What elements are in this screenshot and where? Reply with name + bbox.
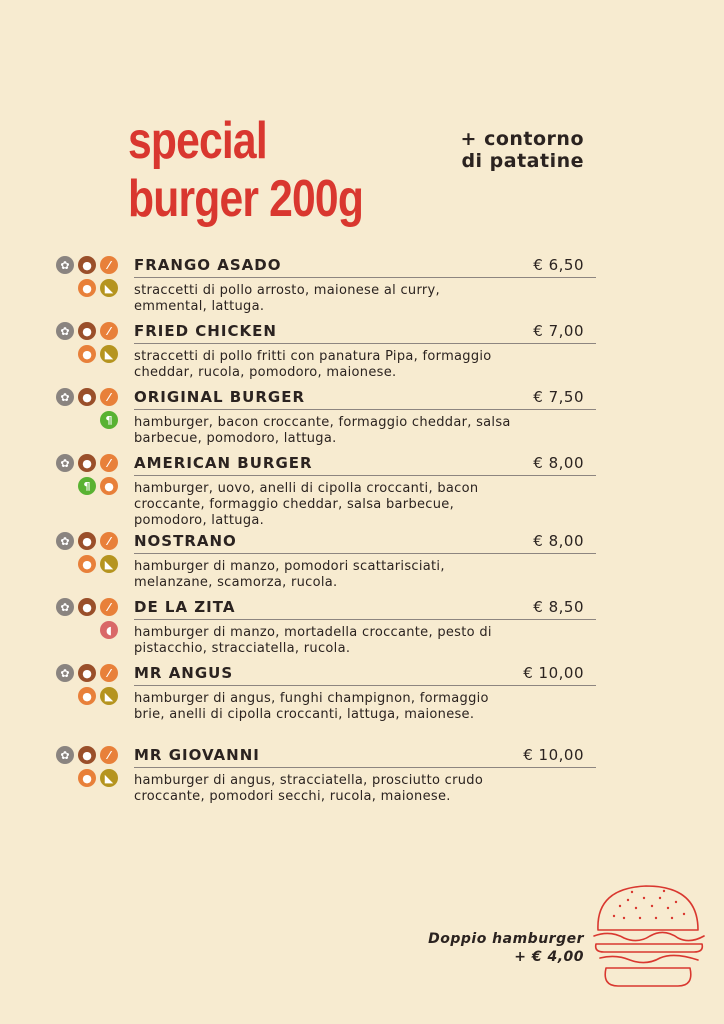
menu-item-content	[134, 530, 596, 591]
allergen-icon-row	[50, 746, 118, 769]
egg-allergen-icon: ●	[78, 769, 96, 787]
menu-item-description: hamburger di angus, stracciatella, prosciutto crudo croccante, pomodori secchi, rucola, maionese.	[134, 773, 484, 804]
double-note-line-1: Doppio hamburger	[428, 931, 584, 947]
grain-allergen-icon: ✿	[56, 664, 74, 682]
title-line-1: special	[128, 112, 267, 170]
allergen-icon-row	[50, 454, 118, 477]
allergen-icons	[50, 256, 118, 302]
menu-item-header	[134, 662, 596, 686]
milk-allergen-icon: ◣	[100, 687, 118, 705]
egg-allergen-icon: ●	[78, 687, 96, 705]
menu-item	[50, 662, 596, 744]
menu-item-price: € 7,50	[533, 388, 584, 406]
menu-item-header	[134, 744, 596, 768]
egg-allergen-icon: ●	[100, 477, 118, 495]
menu-item-price: € 8,00	[533, 454, 584, 472]
wheat-allergen-icon: ⁄	[100, 322, 118, 340]
menu-item-header	[134, 530, 596, 554]
allergen-icons	[50, 532, 118, 578]
allergen-icons	[50, 746, 118, 792]
menu-item	[50, 320, 596, 386]
menu-item	[50, 386, 596, 452]
menu-item-content	[134, 452, 596, 529]
menu-item-content	[134, 254, 596, 315]
grain-allergen-icon: ✿	[56, 388, 74, 406]
grain-allergen-icon: ✿	[56, 532, 74, 550]
menu-item-header	[134, 596, 596, 620]
allergen-icon-row	[50, 769, 118, 792]
wheat-allergen-icon: ⁄	[100, 664, 118, 682]
menu-item-price: € 10,00	[523, 664, 584, 682]
menu-item-name: AMERICAN BURGER	[134, 454, 313, 472]
meat-allergen-icon: ●	[78, 598, 96, 616]
title-line-2: burger 200g	[128, 170, 364, 228]
meat-allergen-icon: ●	[78, 256, 96, 274]
allergen-icon-row	[50, 598, 118, 621]
double-burger-note	[428, 930, 584, 966]
side-note-line-2: di patatine	[461, 150, 584, 172]
menu-item-description: hamburger, bacon croccante, formaggio cheddar, salsa barbecue, pomodoro, lattuga.	[134, 415, 511, 446]
wheat-allergen-icon: ⁄	[100, 388, 118, 406]
grain-allergen-icon: ✿	[56, 746, 74, 764]
milk-allergen-icon: ◣	[100, 555, 118, 573]
allergen-icon-row	[50, 621, 118, 644]
menu-item-content	[134, 744, 596, 805]
grain-allergen-icon: ✿	[56, 322, 74, 340]
allergen-icons	[50, 598, 118, 644]
menu-item	[50, 254, 596, 320]
grain-allergen-icon: ✿	[56, 598, 74, 616]
allergen-icon-row	[50, 279, 118, 302]
meat-allergen-icon: ●	[78, 388, 96, 406]
meat-allergen-icon: ●	[78, 454, 96, 472]
menu-item-description: straccetti di pollo arrosto, maionese al curry, emmental, lattuga.	[134, 283, 440, 314]
nut-allergen-icon: ◖	[100, 621, 118, 639]
grain-allergen-icon: ✿	[56, 256, 74, 274]
menu-item-price: € 8,50	[533, 598, 584, 616]
menu-item-description: hamburger di angus, funghi champignon, formaggio brie, anelli di cipolla croccanti, lattuga, maionese.	[134, 691, 489, 722]
menu-item-name: ORIGINAL BURGER	[134, 388, 305, 406]
meat-allergen-icon: ●	[78, 746, 96, 764]
allergen-icon-row	[50, 664, 118, 687]
menu-item-content	[134, 386, 596, 447]
menu-item-name: FRANGO ASADO	[134, 256, 282, 274]
allergen-icons	[50, 664, 118, 710]
allergen-icons	[50, 454, 118, 500]
allergen-icon-row	[50, 345, 118, 368]
egg-allergen-icon: ●	[78, 555, 96, 573]
burger-illustration-icon	[590, 878, 708, 992]
menu-item-header	[134, 320, 596, 344]
menu-item-header	[134, 386, 596, 410]
wheat-allergen-icon: ⁄	[100, 454, 118, 472]
allergen-icon-row	[50, 555, 118, 578]
allergen-icon-row	[50, 388, 118, 411]
menu-item-name: MR GIOVANNI	[134, 746, 260, 764]
grain-allergen-icon: ✿	[56, 454, 74, 472]
allergen-icon-row	[50, 322, 118, 345]
menu-item-price: € 6,50	[533, 256, 584, 274]
side-note-line-1: + contorno	[460, 128, 584, 150]
menu-item	[50, 530, 596, 596]
menu-item-description: hamburger di manzo, pomodori scattarisciati, melanzane, scamorza, rucola.	[134, 559, 445, 590]
burger-menu-list	[50, 254, 596, 824]
menu-item-price: € 10,00	[523, 746, 584, 764]
celery-allergen-icon: ¶	[78, 477, 96, 495]
allergen-icons	[50, 388, 118, 434]
menu-item-price: € 7,00	[533, 322, 584, 340]
menu-title	[128, 112, 363, 228]
milk-allergen-icon: ◣	[100, 769, 118, 787]
menu-item-content	[134, 662, 596, 723]
allergen-icon-row	[50, 477, 118, 500]
menu-item-header	[134, 452, 596, 476]
milk-allergen-icon: ◣	[100, 279, 118, 297]
menu-item-name: MR ANGUS	[134, 664, 234, 682]
egg-allergen-icon: ●	[78, 279, 96, 297]
menu-item-name: DE LA ZITA	[134, 598, 236, 616]
wheat-allergen-icon: ⁄	[100, 256, 118, 274]
menu-item-description: hamburger di manzo, mortadella croccante, pesto di pistacchio, stracciatella, rucola.	[134, 625, 492, 656]
allergen-icon-row	[50, 256, 118, 279]
menu-item	[50, 744, 596, 824]
menu-item-content	[134, 320, 596, 381]
allergen-icons	[50, 322, 118, 368]
menu-item-content	[134, 596, 596, 657]
menu-item-name: FRIED CHICKEN	[134, 322, 277, 340]
side-dish-note	[461, 128, 584, 172]
egg-allergen-icon: ●	[78, 345, 96, 363]
milk-allergen-icon: ◣	[100, 345, 118, 363]
menu-item-header	[134, 254, 596, 278]
meat-allergen-icon: ●	[78, 664, 96, 682]
allergen-icon-row	[50, 687, 118, 710]
wheat-allergen-icon: ⁄	[100, 532, 118, 550]
celery-allergen-icon: ¶	[100, 411, 118, 429]
menu-item	[50, 596, 596, 662]
menu-item-description: hamburger, uovo, anelli di cipolla croccanti, bacon croccante, formaggio cheddar, salsa barbecue, pomodoro, lattuga.	[134, 481, 479, 528]
menu-item	[50, 452, 596, 530]
meat-allergen-icon: ●	[78, 532, 96, 550]
allergen-icon-row	[50, 411, 118, 434]
wheat-allergen-icon: ⁄	[100, 598, 118, 616]
wheat-allergen-icon: ⁄	[100, 746, 118, 764]
menu-item-description: straccetti di pollo fritti con panatura Pipa, formaggio cheddar, rucola, pomodoro, maionese.	[134, 349, 492, 380]
double-note-line-2: + € 4,00	[514, 949, 584, 965]
menu-item-price: € 8,00	[533, 532, 584, 550]
allergen-icon-row	[50, 532, 118, 555]
menu-item-name: NOSTRANO	[134, 532, 237, 550]
meat-allergen-icon: ●	[78, 322, 96, 340]
